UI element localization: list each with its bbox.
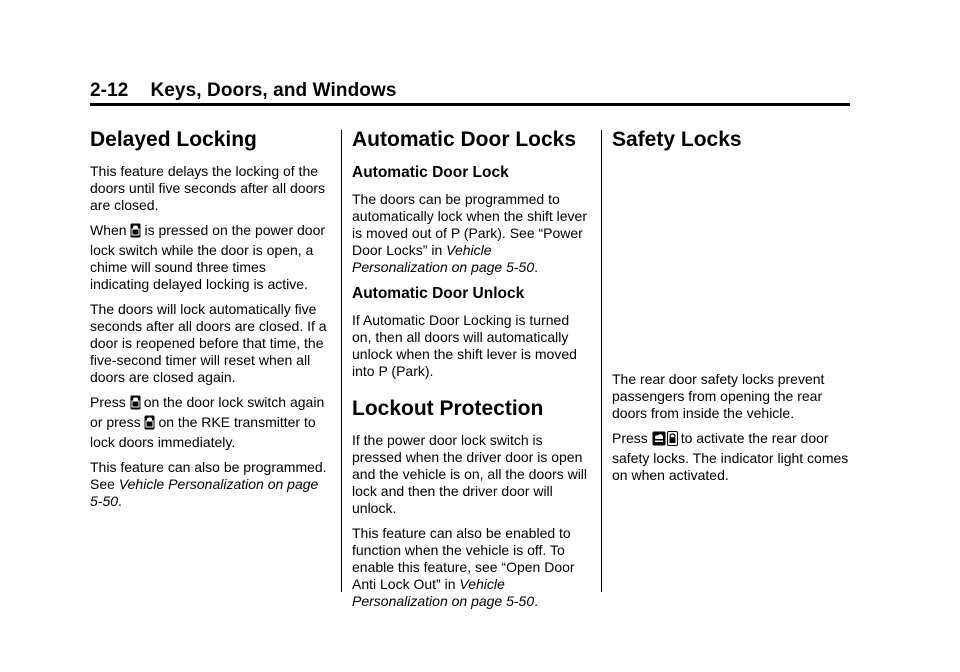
text: . — [534, 259, 539, 275]
column-automatic-door-locks — [352, 127, 590, 618]
paragraph — [352, 191, 590, 276]
subsection-title-automatic-door-unlock: Automatic Door Unlock — [352, 285, 525, 302]
cross-reference: Vehicle Personalization on page 5-50 — [352, 242, 535, 275]
child-lock-icon — [667, 431, 678, 450]
paragraph: If Automatic Door Locking is turned on, then all doors will automatically unlock when the shift lever is moved into P (Park). — [352, 312, 577, 379]
text: . — [118, 493, 122, 509]
paragraph — [90, 394, 328, 451]
column-safety-locks — [612, 127, 850, 492]
lock-icon — [130, 223, 141, 242]
column-divider-2 — [601, 130, 602, 592]
text: Press — [612, 430, 648, 446]
cross-reference: Vehicle Personalization on page 5-50 — [352, 576, 535, 609]
section-title-lockout-protection: Lockout Protection — [352, 397, 544, 420]
paragraph: If the power door lock switch is pressed when the driver door is open and the vehicle is on, all the doors will lock and then the driver door will unlock. — [352, 432, 588, 516]
text: to activate the rear door safety locks. The indicator light comes on when activated. — [612, 430, 849, 483]
window-lock-icon — [652, 431, 666, 450]
text: This feature can also be enabled to function when the vehicle is off. To enable this feature, see “Open Door Anti Lock Out” in — [352, 525, 575, 592]
header-rule — [90, 103, 850, 106]
paragraph — [352, 525, 590, 610]
section-title-safety-locks: Safety Locks — [612, 128, 742, 151]
text: on the RKE transmitter to lock doors immediately. — [90, 414, 316, 450]
column-divider-1 — [341, 130, 342, 592]
text: . — [534, 593, 539, 609]
column-delayed-locking — [90, 127, 328, 518]
paragraph: The rear door safety locks prevent passengers from opening the rear doors from inside the vehicle. — [612, 371, 825, 421]
lock-icon — [130, 395, 141, 414]
section-title-delayed-locking: Delayed Locking — [90, 128, 257, 151]
paragraph — [612, 430, 850, 484]
paragraph: This feature delays the locking of the doors until five seconds after all doors are closed. — [90, 163, 326, 213]
text: is pressed on the power door lock switch while the door is open, a chime will sound three times indicating delayed locking is active. — [90, 222, 326, 292]
paragraph — [90, 459, 328, 510]
page-header — [90, 80, 397, 102]
text: on the door lock switch again or press — [90, 394, 325, 430]
figure-placeholder — [612, 163, 850, 371]
cross-reference: Vehicle Personalization on page 5-50 — [90, 476, 319, 509]
section-title-automatic-door-locks: Automatic Door Locks — [352, 128, 577, 151]
lock-icon — [144, 415, 155, 434]
text: Press — [90, 394, 126, 410]
paragraph — [90, 222, 328, 293]
chapter-title: Keys, Doors, and Windows — [150, 80, 397, 101]
subsection-title-automatic-door-lock: Automatic Door Lock — [352, 164, 509, 181]
text: This feature can also be programmed. See — [90, 459, 327, 492]
text: When — [90, 222, 127, 238]
paragraph: The doors will lock automatically five seconds after all doors are closed. If a door is reopened before that time, the five-second timer will reset when all doors are closed again. — [90, 301, 327, 385]
text: The doors can be programmed to automatically lock when the shift lever is moved out of P (Park). See “Power Door Locks” in — [352, 191, 587, 258]
page-number: 2-12 — [90, 80, 129, 101]
